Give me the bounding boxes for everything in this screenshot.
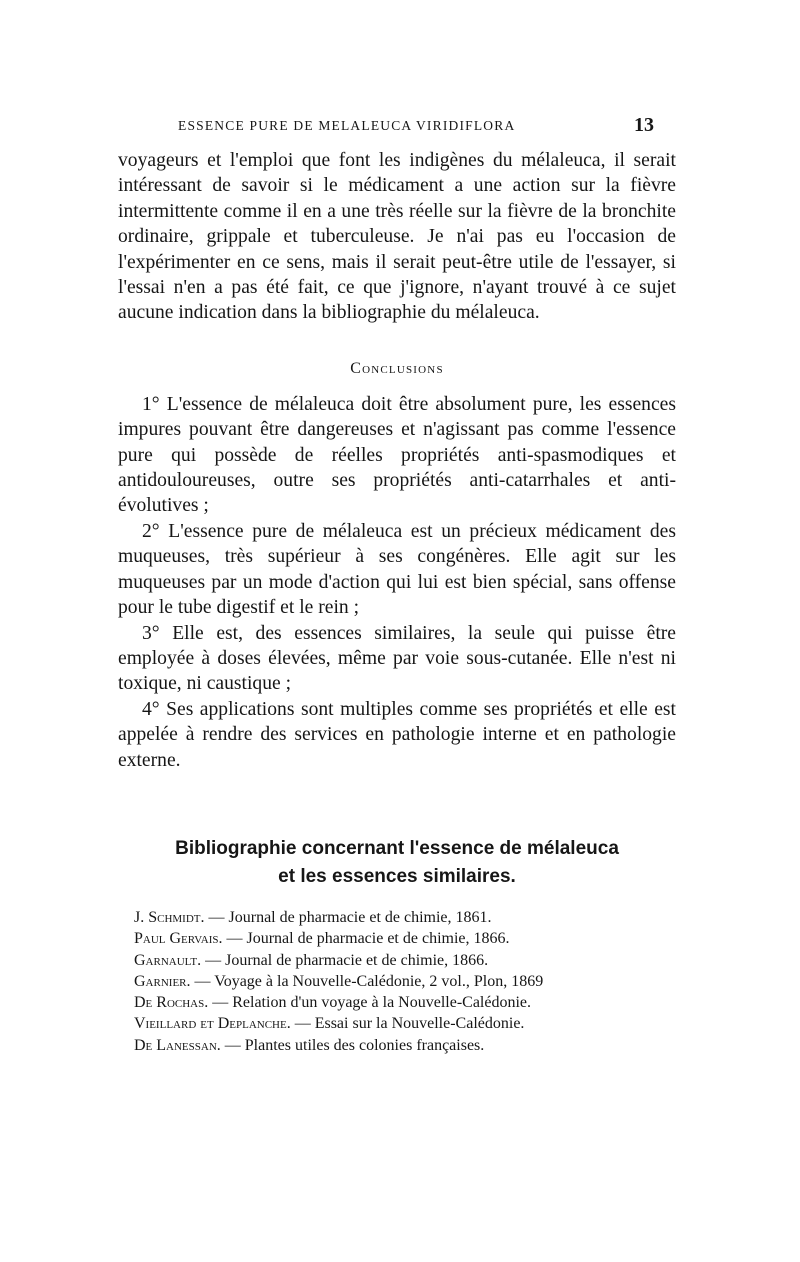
bibliography-entry (134, 907, 694, 928)
entry-reference: — Essai sur la Nouvelle-Calédonie. (290, 1015, 525, 1033)
bibliography-title-line-1: Bibliographie concernant l'essence de mélaleuca (175, 838, 619, 859)
conclusion-item-4: 4° Ses applications sont multiples comme ses propriétés et elle est appelée à rendre des services en pathologie interne et en pathologie externe. (118, 698, 676, 771)
conclusion-item-3: 3° Elle est, des essences similaires, la seule qui puisse être employée à doses élevées, même par voie sous-cutanée. Elle n'est ni toxique, ni caustique ; (118, 622, 676, 695)
entry-reference: — Relation d'un voyage à la Nouvelle-Calédonie. (208, 994, 532, 1012)
conclusion-item-2: 2° L'essence pure de mélaleuca est un précieux médicament des muqueuses, très supérieur à ses congénères. Elle agit sur les muqueuses par un mode d'action qui lui est bien spécial, sans offense pour le tube digestif et le rein ; (118, 520, 676, 619)
bibliography-entry (134, 950, 694, 971)
running-head (118, 114, 654, 138)
entry-author: De Rochas. (134, 994, 209, 1012)
entry-reference: — Journal de pharmacie et de chimie, 1861. (204, 909, 492, 926)
entry-author: Paul Gervais. (134, 930, 223, 948)
entry-reference: — Journal de pharmacie et de chimie, 1866. (222, 930, 510, 948)
bibliography-entry (134, 1035, 694, 1056)
entry-reference: — Voyage à la Nouvelle-Calédonie, 2 vol., Plon, 1869 (190, 972, 544, 990)
entry-reference: — Plantes utiles des colonies françaises. (220, 1036, 485, 1054)
page-number: 13 (634, 114, 654, 136)
bibliography-entry (134, 928, 694, 949)
running-title: ESSENCE PURE DE MELALEUCA VIRIDIFLORA (178, 118, 516, 133)
entry-author: De Lanessan. (134, 1036, 221, 1054)
bibliography-entry (134, 1013, 694, 1034)
main-text (118, 148, 676, 773)
entry-reference: — Journal de pharmacie et de chimie, 1866. (201, 951, 489, 969)
conclusions-heading: Conclusions (350, 359, 444, 377)
bibliography-entry (134, 992, 694, 1013)
bibliography-title-line-2: et les essences similaires. (278, 866, 516, 887)
body-paragraph: voyageurs et l'emploi que font les indigènes du mélaleuca, il serait intéressant de savoir si le médicament a une action sur la fièvre intermittente comme il en a une très réelle sur la fièvre de la bronchite ordinaire, grippale et tuberculeuse. Je n'ai pas eu l'occasion de l'expérimenter en ce sens, mais il serait peut-être utile de l'essayer, si l'essai n'en a pas été fait, ce que j'ignore, n'ayant trouvé à ce sujet aucune indication dans la bibliographie du mélaleuca. (118, 150, 676, 324)
entry-author: Garnier. (134, 972, 191, 990)
bibliography-list (134, 907, 694, 1056)
bibliography-title (118, 835, 676, 891)
entry-author: Garnault. (134, 951, 202, 969)
entry-author: Vieillard et Deplanche. (134, 1015, 291, 1033)
conclusion-item-1: 1° L'essence de mélaleuca doit être absolument pure, les essences impures pouvant être dangereuses et n'agissant pas comme l'essence pure qui possède de réelles propriétés anti-spasmodiques et antidouloureuses, outre ses propriétés anti-catarrhales et anti-évolutives ; (118, 393, 676, 517)
entry-author: J. Schmidt. (134, 909, 205, 926)
bibliography-entry (134, 971, 694, 992)
